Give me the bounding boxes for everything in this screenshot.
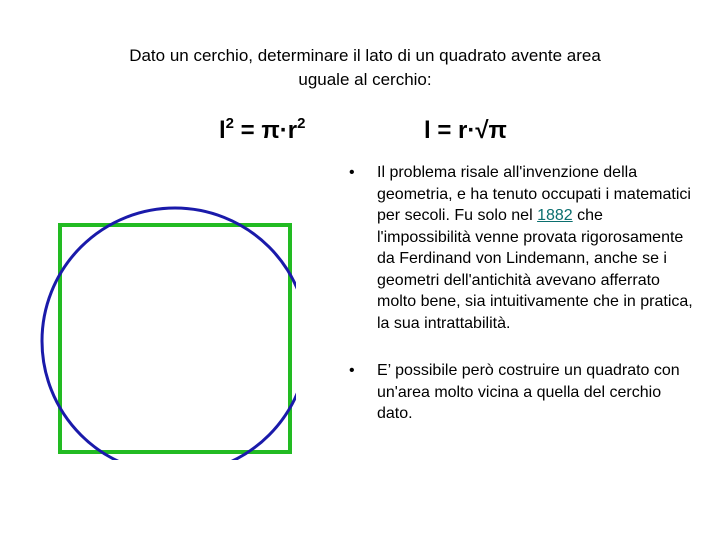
bullet-text: Il problema risale all'invenzione della geometria, e ha tenuto occupati i matematici per secoli. Fu solo nel xyxy=(377,164,691,224)
circle-square-figure xyxy=(36,196,296,460)
slide-title xyxy=(40,44,690,92)
formula-exponent-r: 2 xyxy=(297,115,306,132)
year-link[interactable]: 1882 xyxy=(537,207,573,224)
green-square xyxy=(60,225,290,452)
blue-circle xyxy=(42,208,296,460)
bullet-marker: • xyxy=(349,362,355,379)
bullet-text: E’ possibile però costruire un quadrato con un'area molto vicina a quella del cerchio dato. xyxy=(377,362,680,422)
title-line-2: uguale al cerchio: xyxy=(298,70,432,89)
bullet-text-continued: che l'impossibilità venne provata rigorosamente da Ferdinand von Lindemann, anche se i geometri dell'antichità avevano afferrato molto bene, sia intuitivamente che in pratica, la sua intrattabilità. xyxy=(377,207,693,332)
formula-side-result: l = r·√π xyxy=(424,117,507,144)
bullet-item-history xyxy=(346,162,696,334)
formula-side: l xyxy=(219,117,226,144)
bullet-list xyxy=(346,162,696,425)
bullet-item-approximation xyxy=(346,360,696,425)
formula-area xyxy=(219,117,305,145)
bullet-marker: • xyxy=(349,164,355,181)
title-line-1: Dato un cerchio, determinare il lato di un quadrato avente area xyxy=(129,46,601,65)
formula-exponent: 2 xyxy=(225,115,235,132)
formula-pi-r: = π·r xyxy=(234,117,298,144)
